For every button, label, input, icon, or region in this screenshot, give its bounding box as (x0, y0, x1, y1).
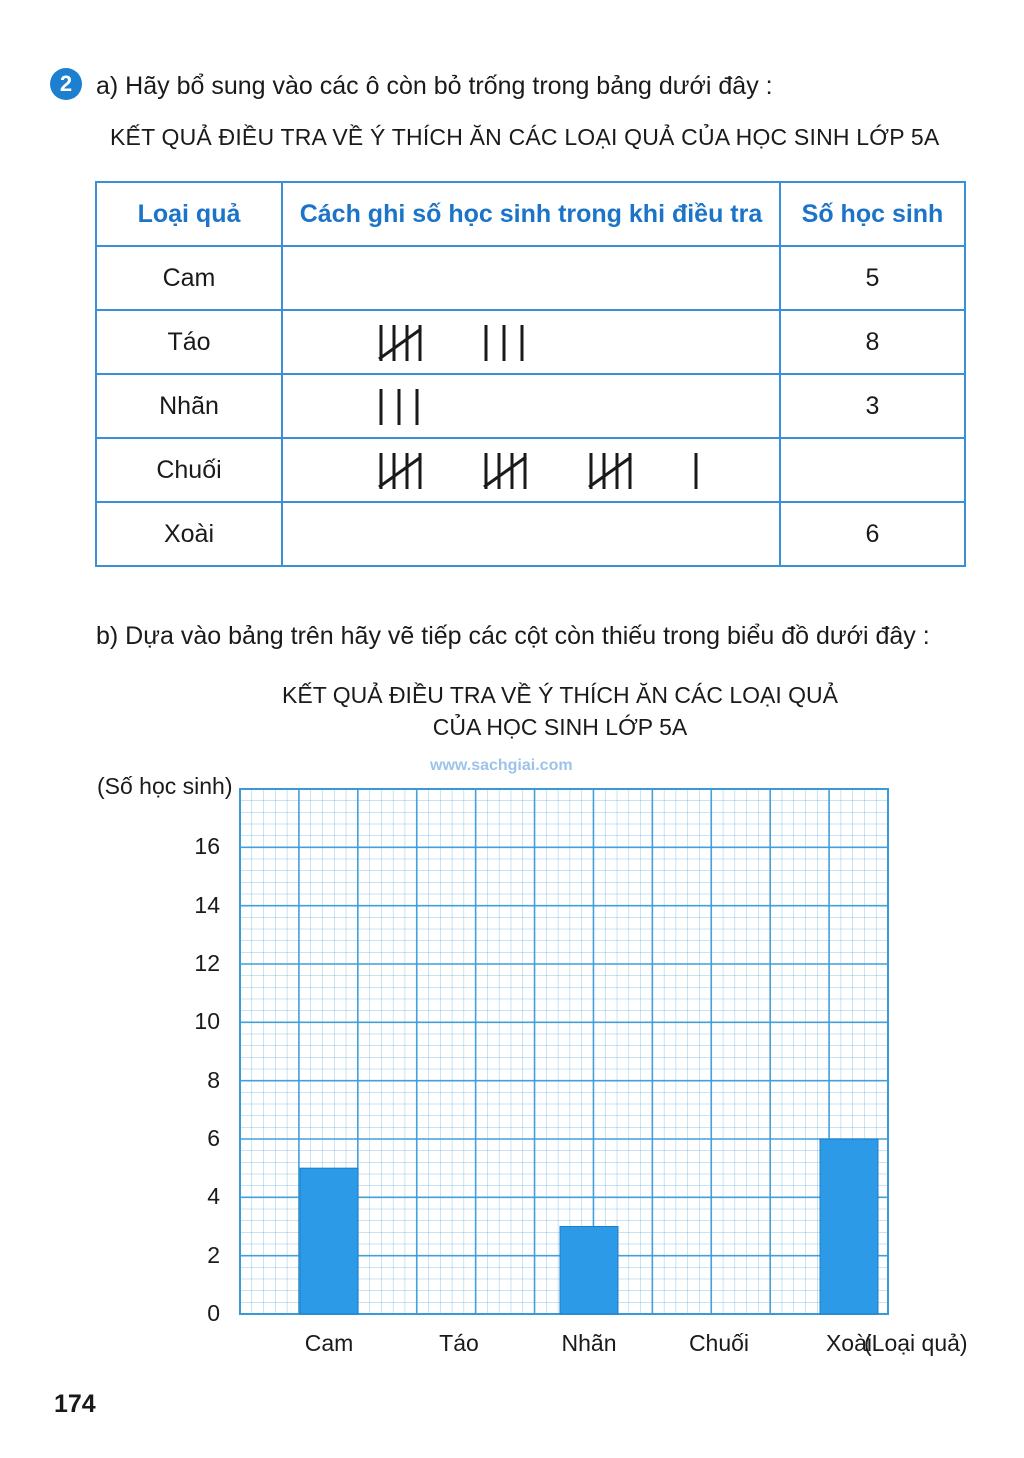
x-tick-label: Chuối (688, 1330, 750, 1356)
header-fruit: Loại quả (96, 182, 282, 246)
y-tick-label: 0 (207, 1300, 220, 1326)
table-title: KẾT QUẢ ĐIỀU TRA VỀ Ý THÍCH ĂN CÁC LOẠI QUẢ CỦA HỌC SINH LỚP 5A (110, 124, 940, 150)
header-tally: Cách ghi số học sinh trong khi điều tra (282, 182, 780, 246)
header-count: Số học sinh (780, 182, 965, 246)
count-cell: 6 (780, 502, 965, 566)
exercise-number-badge: 2 (50, 68, 82, 100)
fruit-cell: Nhãn (96, 374, 282, 438)
fruit-cell: Chuối (96, 438, 282, 502)
bar-xoài (820, 1139, 878, 1314)
y-axis-label: (Số học sinh) (97, 773, 233, 799)
x-axis-label: (Loại quả) (864, 1330, 968, 1356)
fruit-cell: Cam (96, 246, 282, 310)
part-a-instruction: a) Hãy bổ sung vào các ô còn bỏ trống trong bảng dưới đây : (96, 72, 773, 100)
bar-cam (300, 1168, 358, 1314)
page-number: 174 (54, 1390, 96, 1418)
bar-nhãn (560, 1227, 618, 1315)
y-tick-label: 4 (207, 1183, 220, 1210)
fruit-cell: Xoài (96, 502, 282, 566)
y-tick-label: 10 (194, 1008, 220, 1035)
chart-title-line1: KẾT QUẢ ĐIỀU TRA VỀ Ý THÍCH ĂN CÁC LOẠI QUẢ (282, 682, 838, 708)
fruit-cell: Táo (96, 310, 282, 374)
y-tick-label: 6 (207, 1125, 220, 1151)
y-tick-label: 8 (207, 1066, 220, 1093)
x-tick-label: Nhãn (561, 1330, 617, 1356)
x-tick-label: Cam (304, 1330, 354, 1356)
x-tick-label: Táo (439, 1330, 479, 1356)
chart-title-line2: CỦA HỌC SINH LỚP 5A (432, 714, 688, 740)
count-cell: 8 (780, 310, 965, 374)
y-tick-label: 2 (207, 1241, 220, 1268)
x-tick-label: Xoài (825, 1330, 873, 1356)
count-cell: 3 (780, 374, 965, 438)
y-tick-label: 16 (194, 833, 220, 860)
watermark: www.sachgiai.com (430, 757, 573, 774)
y-tick-label: 12 (194, 950, 220, 976)
y-tick-label: 14 (194, 891, 220, 918)
part-b-instruction: b) Dựa vào bảng trên hãy vẽ tiếp các cột còn thiếu trong biểu đồ dưới đây : (96, 622, 930, 650)
count-cell: 5 (780, 246, 965, 310)
